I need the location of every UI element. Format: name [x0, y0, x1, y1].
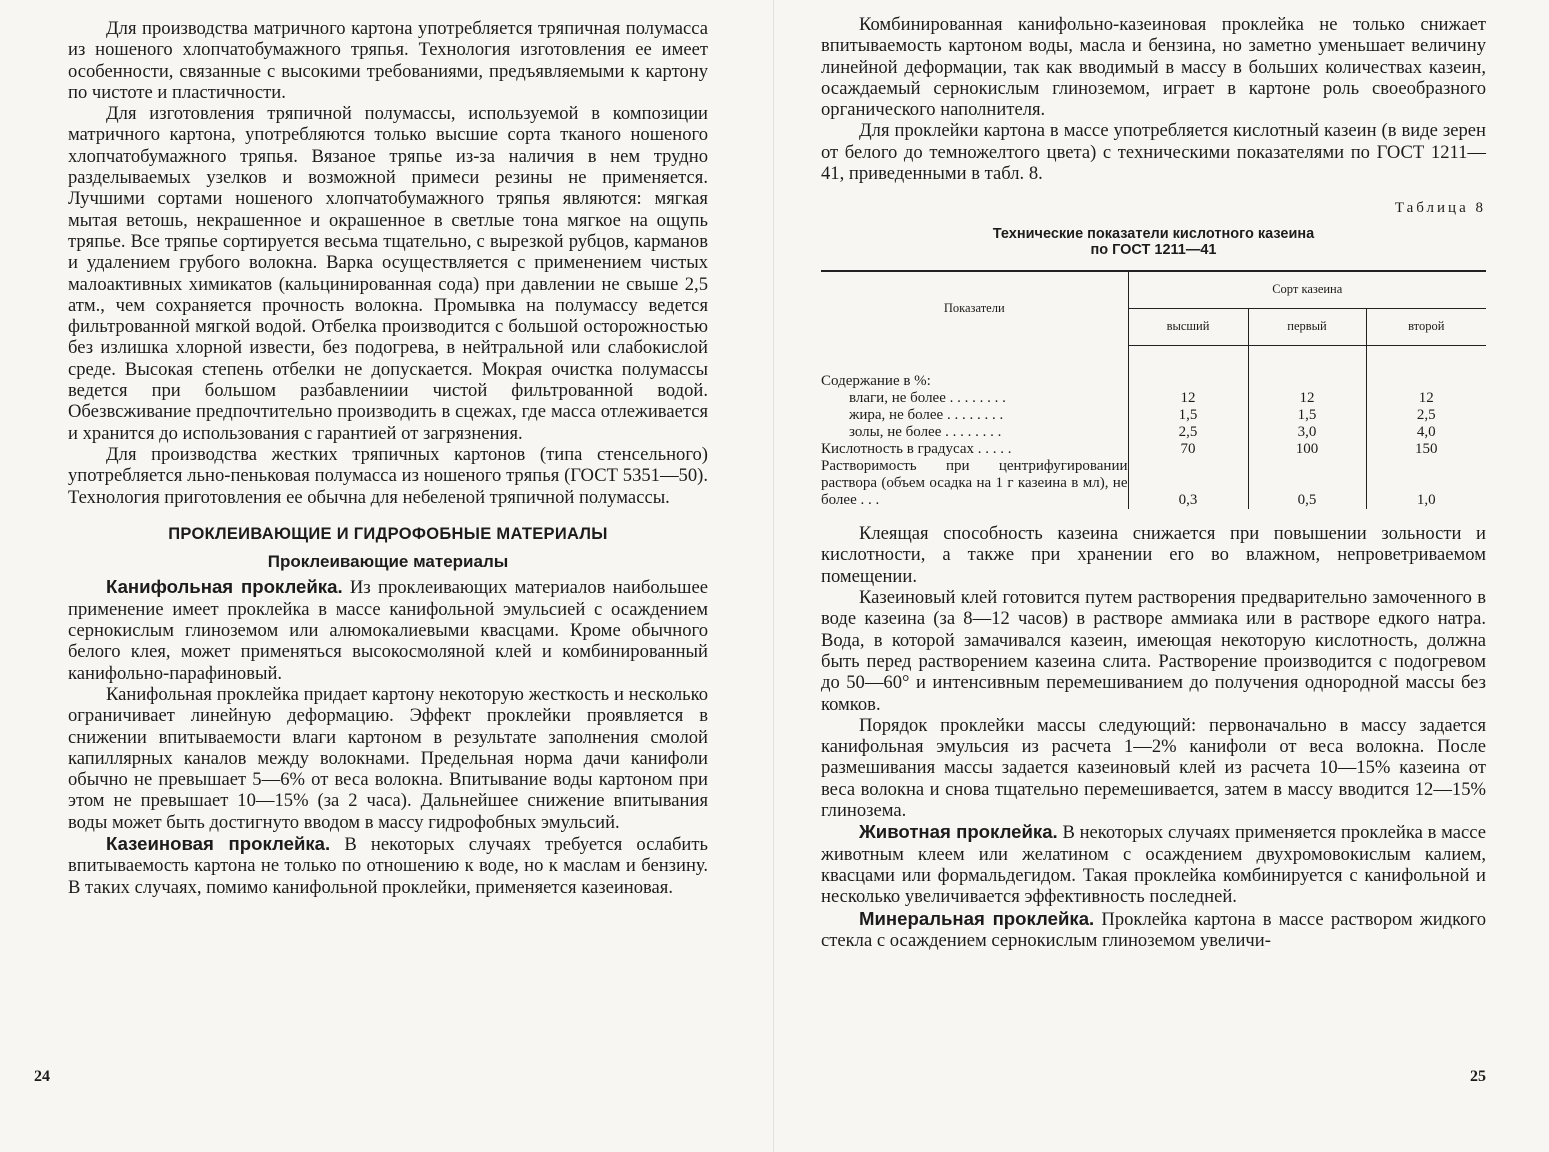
cell-value: 1,5 [1128, 407, 1248, 424]
cell-value: 2,5 [1128, 424, 1248, 441]
subheading: Проклеивающие материалы [267, 552, 509, 572]
cell-value: 12 [1128, 390, 1248, 407]
paragraph: Комбинированная канифольно-казеиновая проклейка не только снижает впитываемость картоном воды, масла и бензина, но заметно уменьшает величину линейной деформации, так как вводимый в массу в больших количествах казеин, осаждаемый сернокислым глиноземом, играет в картоне роль своеобразного органического наполнителя. [821, 14, 1486, 121]
header-grade-group: Сорт казеина [1128, 271, 1486, 309]
paragraph-text: Проклейка картона в массе раствором жидкого стекла с осаждением сернокислым глиноземом увеличи- [821, 908, 1486, 951]
paragraph-text: В некоторых случаях применяется проклейка в массе животным клеем или желатином с осаждением двухромовокислым калием, квасцами или формальдегидом. Такая проклейка комбинируется с канифольной и несколько увеличивается эффективность последней. [821, 822, 1487, 908]
paragraph [821, 908, 1486, 952]
cell-value [1366, 345, 1486, 390]
left-page [0, 0, 774, 1152]
paragraph-text: Из проклеивающих материалов наибольшее применение имеет проклейка в массе канифольной эмульсией с осаждением сернокислым глиноземом или алюмокалиевыми квасцами. Кроме обычного белого клея, может применяться высокосмоляной клей и комбинированный канифольно-парафиновый. [68, 577, 708, 684]
paragraph [68, 576, 708, 683]
table-row [821, 458, 1486, 509]
paragraph-lead: Казеиновая проклейка. [106, 832, 331, 854]
paragraph: Порядок проклейки массы следующий: первоначально в массу задается канифольная эмульсия из расчета 1—2% канифоли от веса волокна. После размешивания массы задается казеиновый клей из расчета 10—15% казеина от веса волокна и снова тщательно перемешивается, затем в массу вводится 12—15% глинозема. [821, 714, 1486, 822]
cell-value: 1,5 [1248, 407, 1366, 424]
table-label: Таблица 8 [1394, 200, 1486, 217]
page-number: 24 [34, 1068, 50, 1085]
table-row [821, 390, 1486, 407]
row-label: жира, не более . . . . . . . . [849, 407, 1004, 424]
paragraph: Для проклейки картона в массе употребляется кислотный казеин (в виде зерен от белого до темножелтого цвета) с техническими показателями по ГОСТ 1211—41, приведенными в табл. 8. [821, 120, 1486, 185]
left-column [68, 18, 708, 898]
header-grade: высший [1128, 308, 1248, 345]
table-row [821, 345, 1486, 390]
row-label: Растворимость при центрифугировании раствора (объем осадка на 1 г казеина в мл), не более . . . [821, 458, 1128, 509]
cell-value: 12 [1248, 390, 1366, 407]
paragraph-text: В некоторых случаях требуется ослабить впитываемость картона не только по отношению к воде, но к маслам и бензину. В таких случаях, помимо канифольной проклейки, применяется казеиновая. [68, 833, 708, 898]
cell-value: 100 [1248, 441, 1366, 458]
paragraph: Для производства жестких тряпичных картонов (типа стенсельного) употребляется льно-пеньковая полумасса из ношеного тряпья (ГОСТ 5351—50). Технология приготовления ее обычна для небеленой тряпичной полумассы. [68, 443, 708, 508]
cell-value: 2,5 [1366, 407, 1486, 424]
paragraph-lead: Канифольная проклейка. [106, 576, 343, 598]
row-label: золы, не более . . . . . . . . [849, 424, 1002, 441]
right-column [821, 14, 1486, 951]
table-title-line: Технические показатели кислотного казеина [992, 225, 1315, 242]
paragraph: Для производства матричного картона употребляется тряпичная полумасса из ношеного хлопчатобумажного тряпья. Технология изготовления ее имеет особенности, связанные с высокими требованиями, предъявляемыми к картону по чистоте и пластичности. [68, 18, 708, 103]
table-row [821, 424, 1486, 441]
cell-value: 3,0 [1248, 424, 1366, 441]
paragraph: Казеиновый клей готовится путем растворения предварительно замоченного в воде казеина (за 8—12 часов) в растворе аммиака или в растворе едкого натра. Вода, в которой замачивался казеин, имеющая некоторую кислотность, должна быть перед растворением казеина слита. Растворение производится с подогревом до 50—60° и интенсивным перемешиванием до получения однородной массы без комков. [821, 587, 1486, 715]
table-row [821, 407, 1486, 424]
page-number: 25 [1470, 1068, 1486, 1085]
cell-value: 4,0 [1366, 424, 1486, 441]
paragraph [68, 833, 708, 898]
section-heading: ПРОКЛЕИВАЮЩИЕ И ГИДРОФОБНЫЕ МАТЕРИАЛЫ [168, 524, 608, 543]
paragraph: Для изготовления тряпичной полумассы, используемой в композиции матричного картона, употребляются только высшие сорта тканого ношеного хлопчатобумажного тряпья. Вязаное тряпье из-за наличия в нем трудно разделываемых узелков и возможной примеси резины не применяется. Лучшими сортами ношеного хлопчатобумажного тряпья являются: мягкая мытая ветошь, некрашенное и окрашенное в светлые тона мягкое на ощупь тряпье. Все тряпье сортируется весьма тщательно, с вырезкой рубцов, карманов и удалением грубого волокна. Варка осуществляется с применением чистых малоактивных химикатов (кальцинированная сода) при давлении не свыше 2,5 атм., чем сохраняется прочность волокна. Промывка на полумассу ведется фильтрованной мягкой водой. Отбелка производится с большой осторожностью без излишка хлорной извести, без подогрева, в нейтральной или слабокислой среде. Высокая степень отбелки не допускается. Мокрая очистка полумассы ведется при большом разбавлениии чистой фильтрованной водой. Обезвсживание предпочтительно производить в сцежах, где масса отлеживается и хранится до использования с гарантией от загрязнения. [68, 103, 708, 444]
header-indicator: Показатели [821, 271, 1128, 346]
cell-value: 70 [1128, 441, 1248, 458]
cell-value: 1,0 [1366, 458, 1486, 509]
cell-value: 0,5 [1248, 458, 1366, 509]
cell-value: 12 [1366, 390, 1486, 407]
paragraph-lead: Животная проклейка. [859, 821, 1058, 843]
table-title [821, 226, 1486, 258]
row-label: Содержание в %: [821, 373, 931, 390]
table-row [821, 441, 1486, 458]
book-gutter [773, 0, 774, 1152]
casein-table [821, 270, 1486, 510]
cell-value [1128, 345, 1248, 390]
cell-value [1248, 345, 1366, 390]
right-page [775, 0, 1549, 1152]
paragraph: Канифольная проклейка придает картону некоторую жесткость и несколько ограничивает линейную деформацию. Эффект проклейки проявляется в снижении впитываемости влаги картоном в результате заполнения смолой капиллярных каналов между волокнами. Предельная норма дачи канифоли обычно не превышает 5—6% от веса волокна. Впитывание воды картоном при этом не превышает 10—15% (за 2 часа). Дальнейшее снижение впитывания воды может быть достигнуто вводом в массу гидрофобных эмульсий. [68, 683, 708, 833]
header-grade: второй [1366, 308, 1486, 345]
paragraph: Клеящая способность казеина снижается при повышении зольности и кислотности, а также при хранении его во влажном, непроветриваемом помещении. [821, 523, 1486, 587]
cell-value: 0,3 [1128, 458, 1248, 509]
row-label: влаги, не более . . . . . . . . [849, 390, 1006, 407]
header-grade: первый [1248, 308, 1366, 345]
paragraph-lead: Минеральная проклейка. [859, 907, 1095, 929]
row-label: Кислотность в градусах . . . . . [821, 441, 1012, 458]
cell-value: 150 [1366, 441, 1486, 458]
paragraph [821, 821, 1486, 907]
table-title-line: по ГОСТ 1211—41 [1090, 241, 1217, 258]
